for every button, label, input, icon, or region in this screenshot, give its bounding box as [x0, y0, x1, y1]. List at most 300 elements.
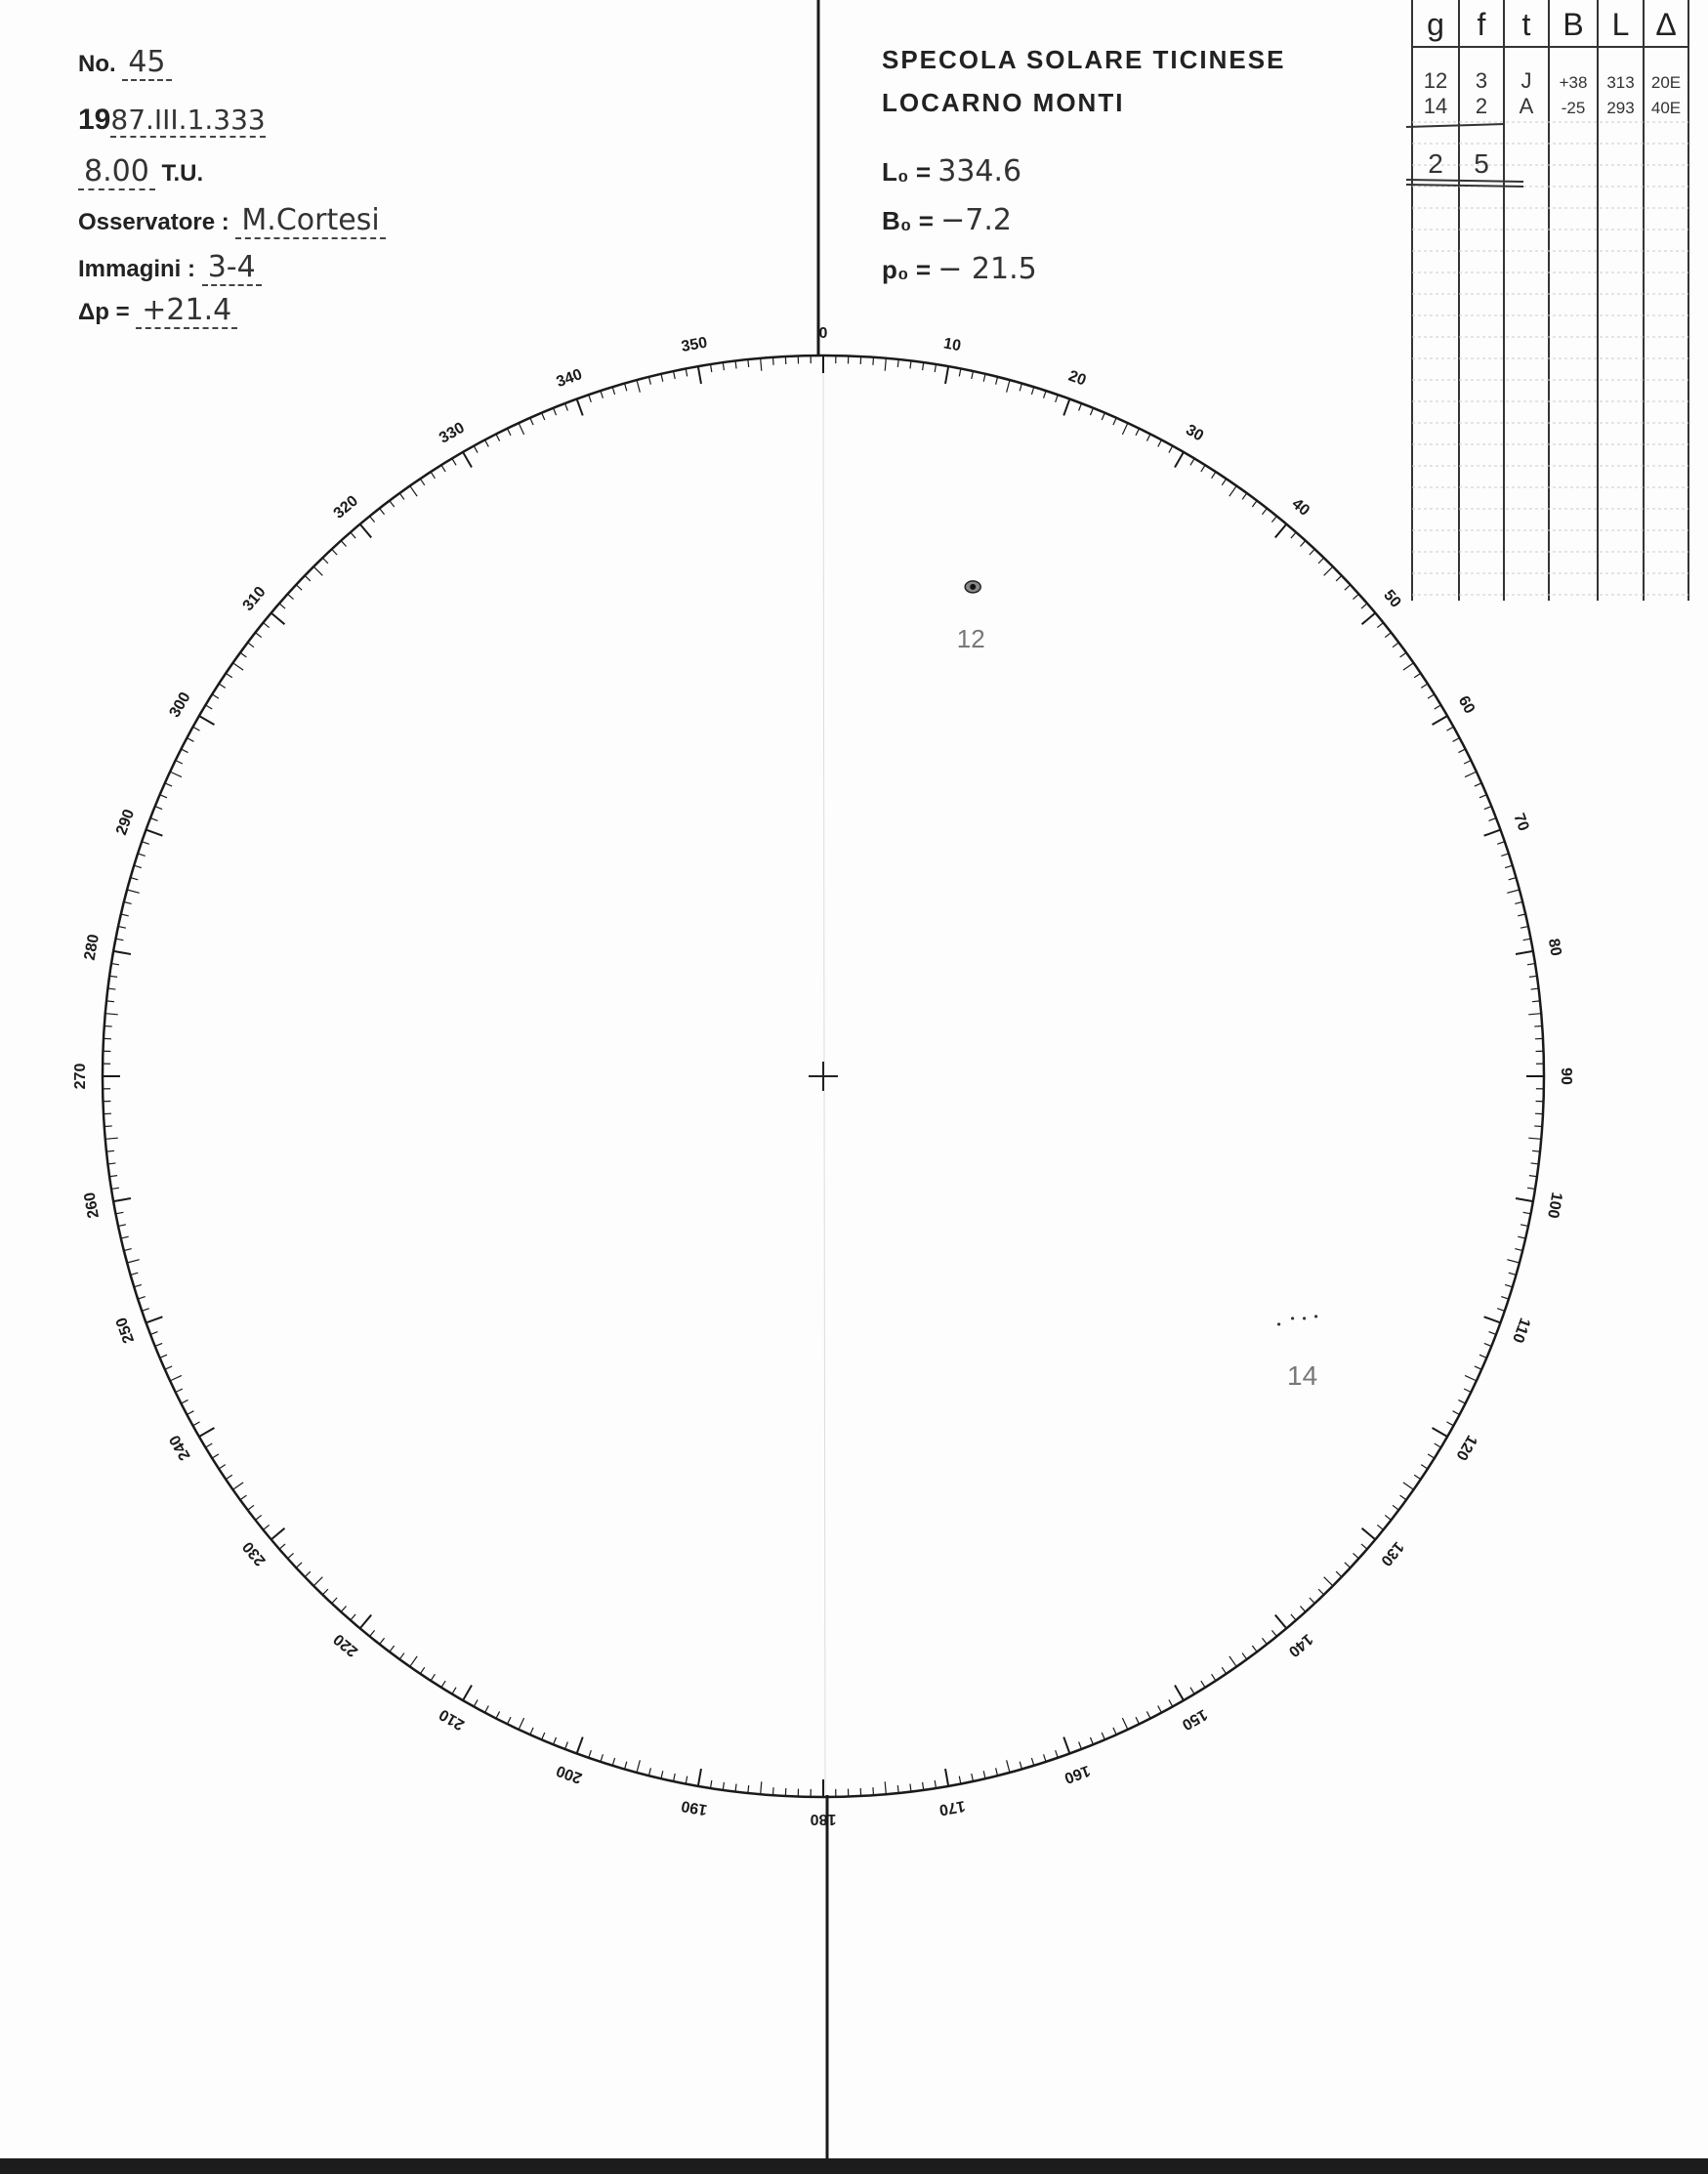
number-label: No. [78, 51, 116, 77]
scale-tick [138, 1297, 146, 1299]
scale-tick [124, 901, 132, 903]
scale-tick [612, 1758, 614, 1766]
scale-tick [542, 1733, 545, 1739]
scale-tick [1534, 1126, 1542, 1127]
scale-tick [589, 395, 592, 402]
scale-tick [637, 380, 640, 393]
scale-label: 340 [554, 366, 585, 392]
scale-tick [263, 623, 269, 628]
scale-tick [118, 1225, 126, 1227]
scale-tick [441, 1681, 445, 1688]
scale-tick [1453, 1411, 1460, 1415]
scale-label: 200 [554, 1761, 585, 1786]
scale-tick [1475, 1366, 1481, 1369]
images-label: Immagini : [78, 256, 196, 282]
time-label: T.U. [161, 160, 204, 187]
scale-tick [959, 369, 961, 377]
scale-tick [341, 541, 346, 547]
scale-tick [577, 399, 583, 416]
scale-tick [1534, 1026, 1542, 1027]
sunspot-pore [1291, 1317, 1294, 1319]
scale-tick [996, 377, 998, 385]
scale-tick [248, 643, 254, 648]
scale-tick [674, 371, 676, 379]
scale-tick [463, 1686, 472, 1701]
scale-tick [773, 1787, 774, 1795]
group-table [1406, 0, 1688, 601]
scale-tick [170, 772, 182, 776]
scale-tick [1453, 738, 1460, 742]
scale-tick [111, 1188, 119, 1189]
scale-tick [1428, 1454, 1435, 1458]
scale-tick [420, 1667, 424, 1674]
scale-label: 270 [72, 1063, 90, 1090]
scale-tick [1212, 472, 1216, 479]
spot-group-label: 12 [956, 623, 985, 653]
scale-tick [351, 1614, 355, 1620]
scale-tick [134, 865, 142, 867]
scale-tick [1515, 1249, 1522, 1251]
scale-tick [399, 493, 404, 499]
scale-label: 20 [1065, 367, 1089, 390]
scale-tick [212, 694, 219, 698]
scale-tick [1505, 865, 1513, 867]
scale-tick [1400, 652, 1406, 657]
B0-label: B₀ = [882, 206, 934, 235]
scale-label: 50 [1380, 587, 1404, 611]
scale-tick [305, 1571, 311, 1577]
scale-tick [313, 1577, 322, 1586]
B0-value: −7.2 [940, 203, 1012, 237]
scale-tick [1122, 1718, 1127, 1730]
scale-tick [897, 1785, 898, 1793]
scale-tick [118, 927, 126, 929]
scale-tick [1464, 760, 1471, 764]
scale-tick [150, 818, 157, 821]
table-cell: 20E [1650, 73, 1682, 92]
observer-value: M.Cortesi [235, 203, 385, 239]
scale-tick [1063, 399, 1069, 416]
scale-tick [945, 366, 948, 384]
scale-tick [1515, 901, 1522, 903]
scale-tick [1529, 976, 1537, 977]
scale-tick [1190, 1688, 1194, 1694]
scale-label: 350 [680, 334, 709, 355]
delta-p-value: +21.4 [136, 293, 237, 329]
table-total-cell: 2 [1428, 148, 1443, 179]
table-sum-line [1406, 124, 1504, 127]
scale-tick [1212, 1674, 1216, 1681]
sunspot-umbra [970, 584, 976, 590]
scale-tick [105, 1014, 118, 1015]
scale-tick [1501, 1297, 1509, 1299]
scale-tick [1385, 633, 1391, 638]
scale-tick [1136, 429, 1140, 436]
scale-tick [648, 1768, 650, 1776]
scale-tick [124, 1249, 132, 1251]
scale-tick [637, 1760, 640, 1773]
scale-label: 150 [1179, 1705, 1210, 1734]
scale-tick [485, 439, 489, 446]
scale-tick [360, 524, 372, 538]
scale-tick [113, 1198, 131, 1201]
scale-label: 310 [239, 583, 270, 615]
scale-tick [1122, 423, 1127, 435]
scale-tick [360, 1615, 372, 1629]
scale-tick [1136, 1717, 1140, 1724]
scale-tick [127, 890, 140, 893]
scale-label: 130 [1377, 1537, 1407, 1569]
scale-tick [176, 1389, 183, 1393]
images-value: 3-4 [202, 250, 262, 286]
scale-tick [661, 374, 663, 382]
table-header-cell: f [1477, 7, 1486, 42]
scale-tick [131, 1273, 139, 1275]
spot-group-label: 14 [1287, 1359, 1318, 1391]
scale-label: 110 [1509, 1315, 1533, 1346]
scale-tick [1400, 1495, 1406, 1500]
scale-tick [431, 472, 435, 479]
scale-label: 320 [330, 492, 362, 523]
scale-tick [1446, 1422, 1453, 1426]
scale-tick [1175, 1686, 1184, 1701]
observatory-location: LOCARNO MONTI [882, 88, 1125, 117]
scale-tick [187, 1411, 193, 1415]
scale-tick [959, 1777, 961, 1784]
scale-tick [199, 716, 215, 725]
scale-tick [1291, 1614, 1296, 1620]
scale-tick [1318, 558, 1324, 564]
scale-tick [1007, 380, 1010, 393]
scale-tick [996, 1768, 998, 1776]
scale-tick [674, 1774, 676, 1781]
scale-tick [910, 361, 911, 369]
date-value: 87.III.1.333 [110, 104, 266, 136]
scale-tick [1324, 566, 1333, 575]
scale-tick [625, 1762, 627, 1770]
scale-tick [1361, 1544, 1367, 1549]
scale-tick [1509, 1273, 1517, 1275]
scale-tick [972, 1774, 974, 1781]
scale-tick [121, 1236, 129, 1238]
scale-tick [332, 1598, 337, 1604]
scale-tick [116, 1212, 124, 1214]
scale-tick [945, 1769, 948, 1786]
scale-tick [271, 613, 285, 625]
scale-tick [885, 358, 886, 371]
scale-tick [748, 359, 749, 367]
scale-tick [212, 1454, 219, 1458]
scale-tick [1201, 465, 1205, 472]
time-value: 8.00 [78, 154, 155, 190]
sunspot-pore [1277, 1322, 1280, 1325]
scale-tick [263, 1525, 269, 1529]
scale-tick [142, 1309, 149, 1312]
scale-tick [332, 549, 337, 555]
scale-tick [1362, 613, 1376, 625]
scale-tick [165, 1366, 172, 1369]
scale-tick [1393, 1505, 1398, 1510]
scale-tick [1362, 1528, 1376, 1540]
scale-tick [1310, 549, 1314, 555]
scale-label: 280 [81, 933, 103, 962]
scale-tick [452, 458, 456, 465]
scale-tick [1531, 1163, 1539, 1164]
scale-tick [1497, 1309, 1505, 1312]
scale-tick [1507, 1260, 1520, 1263]
scale-tick [380, 508, 385, 514]
table-cell: 313 [1606, 73, 1635, 92]
scale-tick [1146, 434, 1150, 440]
scale-tick [106, 1150, 114, 1151]
scale-tick [296, 1563, 302, 1568]
number-value: 45 [122, 45, 171, 81]
scale-tick [1201, 1681, 1205, 1688]
table-cell: 2 [1475, 94, 1488, 118]
scale-label: 210 [437, 1705, 468, 1734]
scale-tick [1501, 854, 1509, 856]
table-cell: A [1519, 94, 1534, 118]
scale-tick [648, 377, 650, 385]
scale-label: 330 [437, 419, 468, 447]
scale-tick [761, 1781, 762, 1794]
sunspot-groups [957, 581, 1317, 1391]
scale-tick [735, 361, 736, 369]
scale-tick [735, 1784, 736, 1792]
scale-tick [723, 1782, 724, 1790]
scale-tick [474, 446, 478, 453]
scale-tick [698, 1769, 701, 1786]
scale-tick [1523, 1212, 1531, 1214]
scale-tick [1414, 673, 1421, 677]
scale-tick [219, 1465, 226, 1469]
scale-tick [577, 1737, 583, 1754]
scale-tick [105, 1138, 118, 1139]
scale-tick [399, 1653, 404, 1659]
scale-tick [1031, 1758, 1033, 1766]
scale-tick [1475, 783, 1481, 786]
scale-tick [1484, 807, 1491, 810]
scale-label: 190 [680, 1797, 709, 1819]
scale-tick [1505, 1284, 1513, 1286]
scale-tick [1464, 1389, 1471, 1393]
scale-tick [113, 951, 131, 954]
scale-tick [1158, 1706, 1162, 1713]
scale-tick [1421, 1465, 1428, 1469]
sunspot-pore [1314, 1315, 1317, 1317]
date-printed: 19 [78, 104, 111, 136]
scale-tick [542, 413, 545, 420]
scale-tick [723, 362, 724, 370]
scale-label: 60 [1454, 692, 1479, 717]
scale-tick [370, 1630, 375, 1636]
scale-tick [1484, 830, 1501, 836]
scale-tick [1484, 1317, 1501, 1322]
scale-tick [1435, 705, 1441, 709]
table-cell: 14 [1423, 94, 1448, 118]
scale-tick [106, 1001, 114, 1002]
scale-tick [431, 1674, 435, 1681]
scale-tick [1146, 1711, 1150, 1718]
scale-tick [1345, 1563, 1351, 1568]
scale-tick [1458, 749, 1465, 753]
scale-tick [116, 939, 124, 941]
scale-tick [1079, 1742, 1082, 1749]
scale-tick [160, 1355, 167, 1358]
delta-p-label: Δp = [78, 299, 130, 325]
scale-tick [1433, 716, 1448, 725]
scale-tick [983, 374, 985, 382]
scale-tick [1433, 1428, 1448, 1437]
scale-tick [1113, 418, 1116, 425]
scale-tick [1271, 1630, 1276, 1636]
scale-tick [935, 1780, 936, 1788]
scale-tick [410, 1656, 417, 1667]
scale-tick [1190, 458, 1194, 465]
table-header-cell: g [1427, 7, 1444, 42]
scale-label: 230 [239, 1537, 270, 1569]
scale-tick [1020, 384, 1021, 392]
scale-tick [1056, 395, 1059, 402]
table-header-cell: B [1562, 7, 1584, 42]
scale-tick [1435, 1443, 1441, 1447]
scale-tick [1271, 516, 1276, 522]
scale-tick [370, 516, 375, 522]
scale-tick [127, 1260, 140, 1263]
observer-label: Osservatore : [78, 209, 229, 235]
table-cell: -25 [1561, 99, 1586, 117]
table-header-cell: Δ [1655, 7, 1677, 42]
scale-tick [686, 1777, 687, 1784]
scale-tick [1275, 524, 1287, 538]
scale-tick [1428, 694, 1435, 698]
scale-tick [1242, 493, 1247, 499]
scale-tick [519, 423, 523, 435]
scale-tick [305, 575, 311, 581]
scale-tick [507, 429, 511, 436]
scale-tick [1532, 1150, 1540, 1151]
table-total-cell: 5 [1474, 148, 1489, 179]
scale-tick [565, 1742, 568, 1749]
scale-tick [108, 988, 116, 989]
scale-tick [1532, 1001, 1540, 1002]
scale-tick [773, 357, 774, 365]
scale-tick [176, 760, 183, 764]
scale-tick [1521, 1225, 1528, 1227]
scale-tick [390, 501, 395, 507]
scale-tick [711, 1780, 712, 1788]
scale-tick [1527, 1188, 1535, 1189]
scale-label: 30 [1183, 421, 1207, 445]
scale-tick [121, 914, 129, 916]
scale-tick [1421, 684, 1428, 688]
scale-tick [441, 465, 445, 472]
scale-tick [1527, 964, 1535, 965]
scale-tick [155, 807, 162, 810]
scale-tick [341, 1606, 346, 1611]
scale-tick [1377, 1525, 1383, 1529]
scale-tick [187, 738, 193, 742]
scale-tick [219, 684, 226, 688]
L0-value: 334.6 [937, 154, 1022, 188]
scale-tick [255, 633, 261, 638]
table-header-cell: t [1521, 7, 1531, 42]
scale-tick [1044, 1754, 1046, 1762]
scale-tick [686, 369, 687, 377]
scale-tick [1479, 1355, 1486, 1358]
p0-value: − 21.5 [937, 252, 1037, 286]
scale-tick [1252, 501, 1257, 507]
observatory-name: SPECOLA SOLARE TICINESE [882, 45, 1286, 74]
scale-tick [232, 663, 243, 670]
scale-label: 250 [113, 1315, 139, 1346]
scale-label: 260 [81, 1191, 103, 1220]
scale-tick [232, 1483, 243, 1489]
scale-tick [240, 652, 246, 657]
scale-tick [589, 1750, 592, 1758]
scale-tick [199, 1428, 215, 1437]
scale-tick [1102, 1733, 1104, 1739]
scale-tick [1353, 594, 1358, 599]
scale-tick [463, 452, 472, 468]
scale-tick [935, 364, 936, 372]
scale-tick [1222, 479, 1226, 485]
table-header-cell: L [1611, 7, 1630, 42]
table-cell: J [1521, 68, 1532, 93]
scale-tick [1403, 1483, 1414, 1489]
scale-tick [240, 1495, 246, 1500]
scale-label: 10 [941, 335, 963, 355]
scale-tick [1031, 387, 1033, 395]
scale-tick [1523, 939, 1531, 941]
scale-tick [1377, 623, 1383, 628]
table-cell: 3 [1475, 68, 1488, 93]
center-cross-icon [809, 1062, 838, 1091]
scale-tick [1521, 927, 1528, 929]
sunspot-pore [1303, 1317, 1306, 1319]
scale-tick [1090, 408, 1093, 415]
scale-tick [1465, 1375, 1477, 1380]
scale-tick [111, 964, 119, 965]
scale-tick [1291, 532, 1296, 538]
scale-tick [1479, 795, 1486, 798]
scale-tick [380, 1638, 385, 1644]
scale-tick [1310, 1598, 1314, 1604]
scan-edge-bar [0, 2158, 1708, 2174]
scale-tick [134, 1284, 142, 1286]
scale-tick [322, 558, 328, 564]
scale-label: 140 [1284, 1630, 1316, 1660]
scale-tick [226, 1475, 232, 1479]
scale-tick [146, 1317, 163, 1322]
scale-tick [496, 1711, 500, 1718]
scale-tick [138, 854, 146, 856]
scale-tick [205, 705, 212, 709]
scale-tick [923, 1782, 924, 1790]
scale-tick [1336, 1571, 1342, 1577]
scale-tick [226, 673, 232, 677]
scale-tick [897, 359, 898, 367]
scale-label: 70 [1510, 811, 1532, 834]
scale-tick [1353, 1553, 1358, 1558]
scale-tick [748, 1785, 749, 1793]
scale-tick [1300, 1606, 1305, 1611]
scale-tick [279, 1544, 285, 1549]
scale-tick [1489, 818, 1496, 821]
scale-tick [1318, 1589, 1324, 1595]
table-cell: 12 [1423, 68, 1448, 93]
scale-tick [1489, 1332, 1496, 1335]
